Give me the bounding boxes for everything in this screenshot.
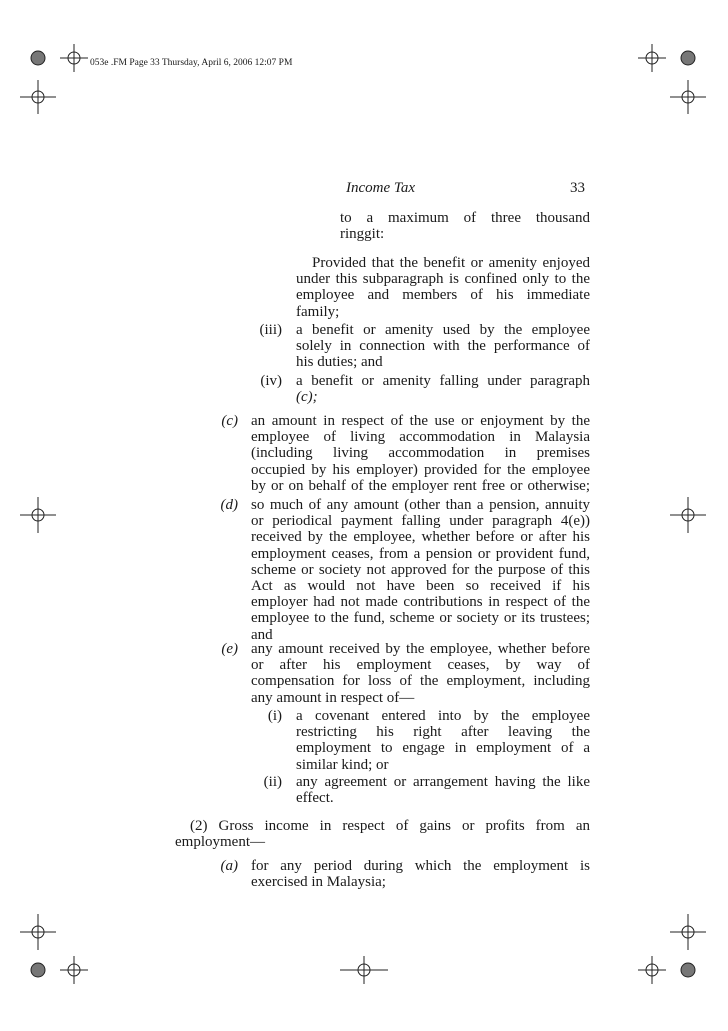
item-c-text: [251, 413, 590, 494]
text-line: so much of any amount (other than a pension, annuity: [251, 497, 590, 513]
item-marker-iii: (iii): [259, 322, 282, 338]
text-line: any amount in respect of—: [251, 689, 415, 706]
crop-mark-bottom-left: [20, 914, 88, 984]
text-line: a covenant entered into by the employee: [296, 708, 590, 724]
item-d-text: [251, 497, 590, 643]
item-marker-e-i: (i): [267, 708, 282, 724]
item-e-ii-text: [296, 774, 590, 806]
text-line: employment—: [175, 834, 265, 851]
page-number: 33: [570, 180, 585, 196]
proviso-paragraph: [296, 255, 590, 320]
running-header-title: Income Tax: [346, 180, 416, 196]
crop-mark-bottom-center: [340, 956, 388, 984]
item-e-text: [251, 641, 590, 706]
item-marker-e-ii: (ii): [263, 774, 282, 790]
text-line: employer had not made contributions in respect of the: [251, 594, 590, 611]
text-line: (including living accommodation in premises: [251, 445, 590, 462]
text-line: ringgit:: [340, 226, 385, 243]
crop-mark-mid-right: [670, 497, 706, 533]
text-line: employment ceases, from a pension or provident fund,: [251, 545, 590, 562]
text-line: and: [251, 626, 273, 643]
text-line: a benefit or amenity falling under paragraph: [296, 373, 590, 389]
text-line: compensation for loss of the employment, including: [251, 673, 590, 690]
text-line: or after his employment ceases, by way of: [251, 657, 590, 674]
crop-mark-top-left: [20, 44, 88, 114]
text-line: effect.: [296, 790, 334, 807]
item-marker-iv: (iv): [260, 373, 282, 389]
continued-text: [340, 210, 590, 242]
crop-mark-mid-left: [20, 497, 56, 533]
item-marker-c: (c): [221, 413, 238, 429]
text-line: exercised in Malaysia;: [251, 874, 386, 891]
item-a-text: [251, 858, 590, 890]
text-line: any agreement or arrangement having the like: [296, 774, 590, 790]
text-line: under this subparagraph is confined only to the: [296, 271, 590, 288]
item-e-i-text: [296, 708, 590, 773]
text-line: an amount in respect of the use or enjoyment by the: [251, 413, 590, 429]
text-line: family;: [296, 303, 340, 320]
text-line: restricting his right after leaving the: [296, 724, 590, 741]
text-line: any amount received by the employee, whether before: [251, 641, 590, 657]
text-line: by or on behalf of the employer rent free or otherwise;: [251, 477, 590, 494]
text-line: Provided that the benefit or amenity enjoyed: [312, 255, 590, 271]
text-line: occupied by his employer) provided for the employee: [251, 461, 590, 478]
text-line: a benefit or amenity used by the employee: [296, 322, 590, 338]
text-line: for any period during which the employment is: [251, 858, 590, 874]
text-line: his duties; and: [296, 354, 383, 371]
subsection-2-text: [175, 818, 590, 850]
item-marker-a: (a): [220, 858, 238, 874]
text-line: Act as would not have been so received if his: [251, 578, 590, 595]
item-iv-text: [296, 373, 590, 405]
crop-mark-bottom-right: [638, 914, 706, 984]
text-line: employee of living accommodation in Malaysia: [251, 429, 590, 446]
item-marker-d: (d): [220, 497, 238, 513]
text-line: solely in connection with the performance of: [296, 338, 590, 355]
item-marker-e: (e): [221, 641, 238, 657]
text-line: (2) Gross income in respect of gains or profits from an: [190, 818, 590, 834]
text-line: employee to the fund, scheme or society or its trustees;: [251, 610, 590, 627]
crop-mark-top-right: [638, 44, 706, 114]
text-line: received by the employee, whether before or after his: [251, 529, 590, 546]
text-line: employment to engage in employment of a: [296, 740, 590, 757]
file-slug: 053e .FM Page 33 Thursday, April 6, 2006 12:07 PM: [90, 58, 293, 68]
text-line: or periodical payment falling under paragraph 4(e)): [251, 513, 590, 530]
item-iii-text: [296, 322, 590, 371]
text-line: (c);: [296, 389, 318, 406]
text-line: similar kind; or: [296, 756, 389, 773]
text-line: to a maximum of three thousand: [340, 210, 590, 226]
text-line: scheme or society not approved for the purpose of this: [251, 561, 590, 578]
text-line: employee and members of his immediate: [296, 287, 590, 304]
